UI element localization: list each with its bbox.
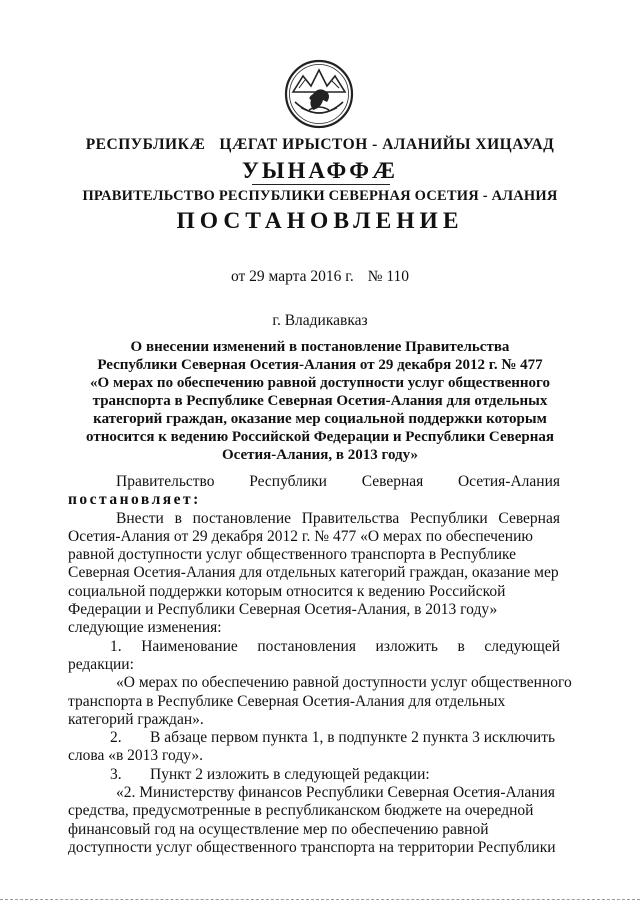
title-line: О внесении изменений в постановление Правительства: [130, 339, 510, 355]
document-body: [68, 473, 572, 857]
title-line: транспорта в Республике Северная Осетия-Алания для отдельных: [92, 393, 548, 409]
document-title: [60, 338, 580, 464]
paragraph-line: равной доступности услуг общественного транспорта в Республике: [68, 546, 517, 564]
item-text: Пункт 2 изложить в следующей редакции:: [150, 765, 430, 783]
document-number: № 110: [367, 268, 410, 285]
item-3-line: [68, 766, 560, 784]
item-2-line: [68, 729, 560, 747]
paragraph-line: «2. Министерству финансов Республики Северная Осетия-Алания: [116, 784, 556, 802]
title-line: «О мерах по обеспечению равной доступности услуг общественного: [90, 375, 550, 391]
paragraph-line: средства, предусмотренные в республиканском бюджете на очередной: [68, 802, 534, 820]
item-number: 3.: [110, 765, 122, 783]
word: следующей: [484, 637, 560, 655]
page-bottom-edge: [0, 899, 640, 900]
russian-document-type: ПОСТАНОВЛЕНИЕ: [176, 208, 464, 234]
paragraph-line: социальной поддержки которым относится к ведению Российской: [68, 582, 506, 600]
item-text: В абзаце первом пункта 1, в подпункте 2 пункта 3 исключить: [150, 729, 556, 747]
word: Правительства: [301, 509, 400, 527]
word: Республики: [249, 473, 327, 490]
title-line: Республики Северная Осетия-Алания от 29 декабря 2012 г. № 477: [97, 357, 543, 373]
paragraph-line: редакции:: [68, 655, 134, 673]
resolves-line: [68, 491, 560, 509]
paragraph-line: Осетия-Алания от 29 декабря 2012 г. № 477 «О мерах по обеспечению: [68, 527, 533, 545]
word: Наименование: [141, 637, 238, 655]
word: постановление: [192, 509, 291, 527]
word: постановления: [257, 637, 356, 655]
ossetian-government-name: [0, 136, 640, 154]
preamble-line: [68, 473, 560, 491]
title-line: категорий граждан, оказание мер социальной поддержки которым: [93, 411, 547, 427]
item-1-line: [68, 638, 560, 656]
document-date: от 29 марта 2016 г.: [230, 268, 354, 285]
paragraph-line: доступности услуг общественного транспорта на территории Республики: [68, 838, 556, 856]
word: Северная: [498, 509, 560, 527]
word: Осетия-Алания: [457, 473, 560, 490]
word: изложить: [375, 637, 438, 655]
coat-of-arms-emblem: [283, 58, 355, 130]
item-number: 1.: [110, 637, 122, 655]
resolves-word: постановляет:: [68, 491, 201, 509]
title-line: Осетия-Алания, в 2013 году»: [221, 447, 418, 463]
word: Северная: [361, 473, 424, 490]
word: Внести: [116, 509, 164, 527]
word: в: [174, 509, 182, 527]
paragraph-line: финансовый год на осуществление мер по обеспечению равной: [68, 820, 489, 838]
title-line: относится к ведению Российской Федерации и Республики Северная: [86, 429, 554, 445]
quote-line: транспорта в Республике Северная Осетия-Алания для отдельных: [68, 692, 506, 710]
paragraph-line: [68, 510, 560, 528]
document-city: г. Владикавказ: [272, 312, 368, 329]
item-number: 2.: [110, 729, 122, 747]
paragraph-line: Северная Осетия-Алания для отдельных категорий граждан, оказание мер: [68, 564, 559, 582]
quote-line: категорий граждан».: [68, 710, 204, 728]
ossetian-republic-word: РЕСПУБЛИКӔ: [85, 136, 206, 153]
quote-line: «О мерах по обеспечению равной доступности услуг общественного: [116, 674, 572, 692]
word: в: [457, 637, 465, 655]
word: Республики: [409, 509, 488, 527]
paragraph-line: слова «в 2013 году».: [68, 747, 203, 765]
russian-government-name: ПРАВИТЕЛЬСТВО РЕСПУБЛИКИ СЕВЕРНАЯ ОСЕТИЯ - АЛАНИЯ: [82, 188, 558, 204]
header-divider: [252, 184, 390, 185]
word: Правительство: [116, 473, 215, 490]
document-date-line: [0, 268, 640, 286]
paragraph-line: следующие изменения:: [68, 619, 222, 637]
ossetian-document-type: УЫНАФФӔ: [241, 158, 399, 183]
paragraph-line: Федерации и Республики Северная Осетия-Алания, в 2013 году»: [68, 601, 498, 619]
ossetian-government-words: ЦӔГАТ ИРЫСТОН - АЛАНИЙЫ ХИЦАУАД: [219, 136, 555, 153]
